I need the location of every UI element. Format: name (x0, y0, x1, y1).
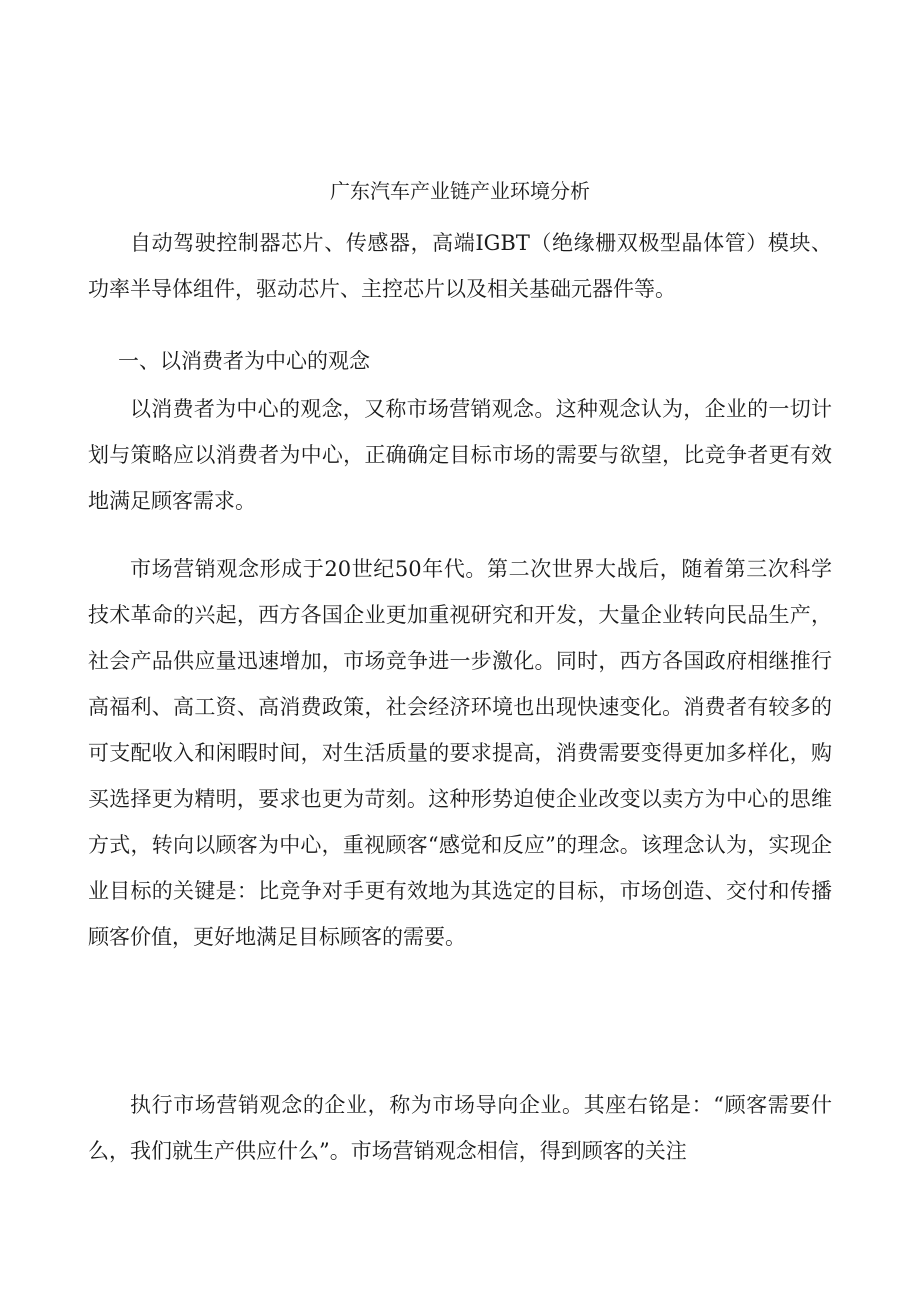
document-title: 广东汽车产业链产业环境分析 (330, 179, 590, 203)
body-paragraph-1: 以消费者为中心的观念，又称市场营销观念。这种观念认为，企业的一切计划与策略应以消费者为中心，正确确定目标市场的需要与欲望，比竞争者更有效地满足顾客需求。 (88, 397, 832, 513)
section-heading: 一、以消费者为中心的观念 (118, 349, 370, 373)
body-paragraph-2: 市场营销观念形成于20世纪50年代。第二次世界大战后，随着第三次科学技术革命的兴起，西方各国企业更加重视研究和开发，大量企业转向民品生产，社会产品供应量迅速增加，市场竞争进一步激化。同时，西方各国政府相继推行高福利、高工资、高消费政策，社会经济环境也出现快速变化。消费者有较多的可支配收入和闲暇时间，对生活质量的要求提高，消费需要变得更加多样化，购买选择更为精明，要求也更为苛刻。这种形势迫使企业改变以卖方为中心的思维方式，转向以顾客为中心，重视顾客“感觉和反应”的理念。该理念认为，实现企业目标的关键是：比竞争对手更有效地为其选定的目标，市场创造、交付和传播顾客价值，更好地满足目标顾客的需要。 (88, 557, 832, 949)
intro-paragraph: 自动驾驶控制器芯片、传感器，高端IGBT（绝缘栅双极型晶体管）模块、功率半导体组件，驱动芯片、主控芯片以及相关基础元器件等。 (88, 231, 832, 301)
body-paragraph-3: 执行市场营销观念的企业，称为市场导向企业。其座右铭是：“顾客需要什么，我们就生产供应什么”。市场营销观念相信，得到顾客的关注 (88, 1093, 832, 1163)
